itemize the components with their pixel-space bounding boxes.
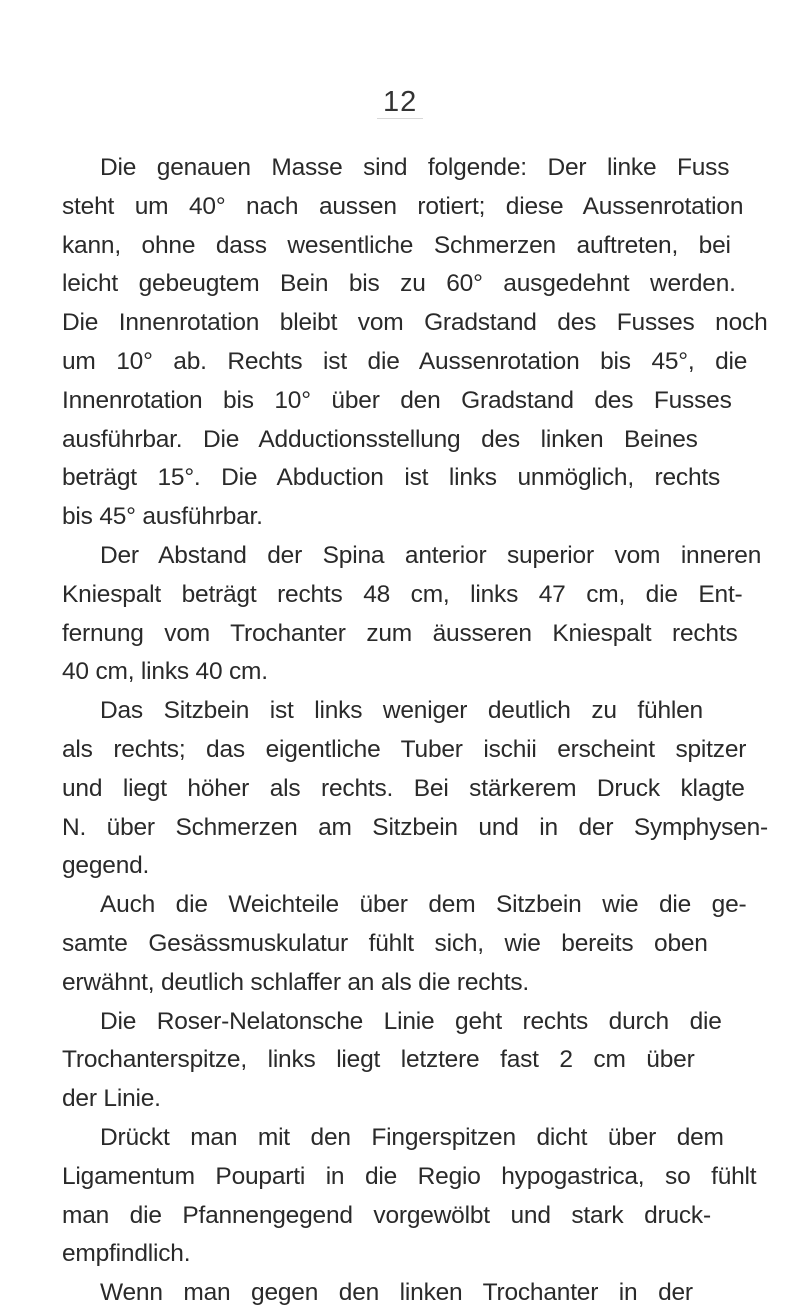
text-line: kann, ohne dass wesentliche Schmerzen auftreten, bei <box>62 231 731 259</box>
text-line: Innenrotation bis 10° über den Gradstand des Fusses <box>62 386 732 414</box>
text-line: beträgt 15°. Die Abduction ist links unmöglich, rechts <box>62 464 721 492</box>
text-line: Wenn man gegen den linken Trochanter in der <box>100 1279 693 1307</box>
text-line: Trochanterspitze, links liegt letztere fast 2 cm über <box>62 1046 695 1074</box>
text-line: Das Sitzbein ist links weniger deutlich zu fühlen <box>100 697 703 725</box>
text-line: fernung vom Trochanter zum äusseren Kniespalt rechts <box>62 619 738 647</box>
text-line: Kniespalt beträgt rechts 48 cm, links 47 cm, die Ent- <box>62 580 743 608</box>
text-line: Drückt man mit den Fingerspitzen dicht über dem <box>100 1124 724 1151</box>
text-line: um 10° ab. Rechts ist die Aussenrotation bis 45°, die <box>62 348 748 375</box>
text-line: man die Pfannengegend vorgewölbt und stark druck- <box>62 1201 711 1229</box>
text-line: leicht gebeugtem Bein bis zu 60° ausgedehnt werden. <box>62 270 736 298</box>
text-line: empfindlich. <box>62 1240 191 1268</box>
text-line: ausführbar. Die Adductionsstellung des linken Beines <box>62 425 698 453</box>
text-line: samte Gesässmuskulatur fühlt sich, wie bereits oben <box>62 930 708 957</box>
text-line: Die Innenrotation bleibt vom Gradstand des Fusses noch <box>62 309 768 337</box>
text-line: gegend. <box>62 852 150 880</box>
text-line: Die Roser-Nelatonsche Linie geht rechts durch die <box>100 1007 722 1035</box>
text-line: Der Abstand der Spina anterior superior vom inneren <box>100 542 762 569</box>
text-line: als rechts; das eigentliche Tuber ischii erscheint spitzer <box>62 736 747 763</box>
text-line: der Linie. <box>62 1085 161 1113</box>
text-line: Auch die Weichteile über dem Sitzbein wie die ge- <box>100 891 747 919</box>
text-line: Die genauen Masse sind folgende: Der linke Fuss <box>100 154 730 181</box>
text-line: erwähnt, deutlich schlaffer an als die rechts. <box>62 968 529 996</box>
text-line: und liegt höher als rechts. Bei stärkerem Druck klagte <box>62 774 745 802</box>
text-line: N. über Schmerzen am Sitzbein und in der Symphysen- <box>62 813 768 841</box>
page-number-rule <box>377 118 423 119</box>
text-line: bis 45° ausführbar. <box>62 503 263 531</box>
text-line: steht um 40° nach aussen rotiert; diese Aussenrotation <box>62 192 744 220</box>
text-line: Ligamentum Pouparti in die Regio hypogastrica, so fühlt <box>62 1162 757 1190</box>
page-number: 12 <box>383 86 418 118</box>
text-line: 40 cm, links 40 cm. <box>62 658 268 686</box>
